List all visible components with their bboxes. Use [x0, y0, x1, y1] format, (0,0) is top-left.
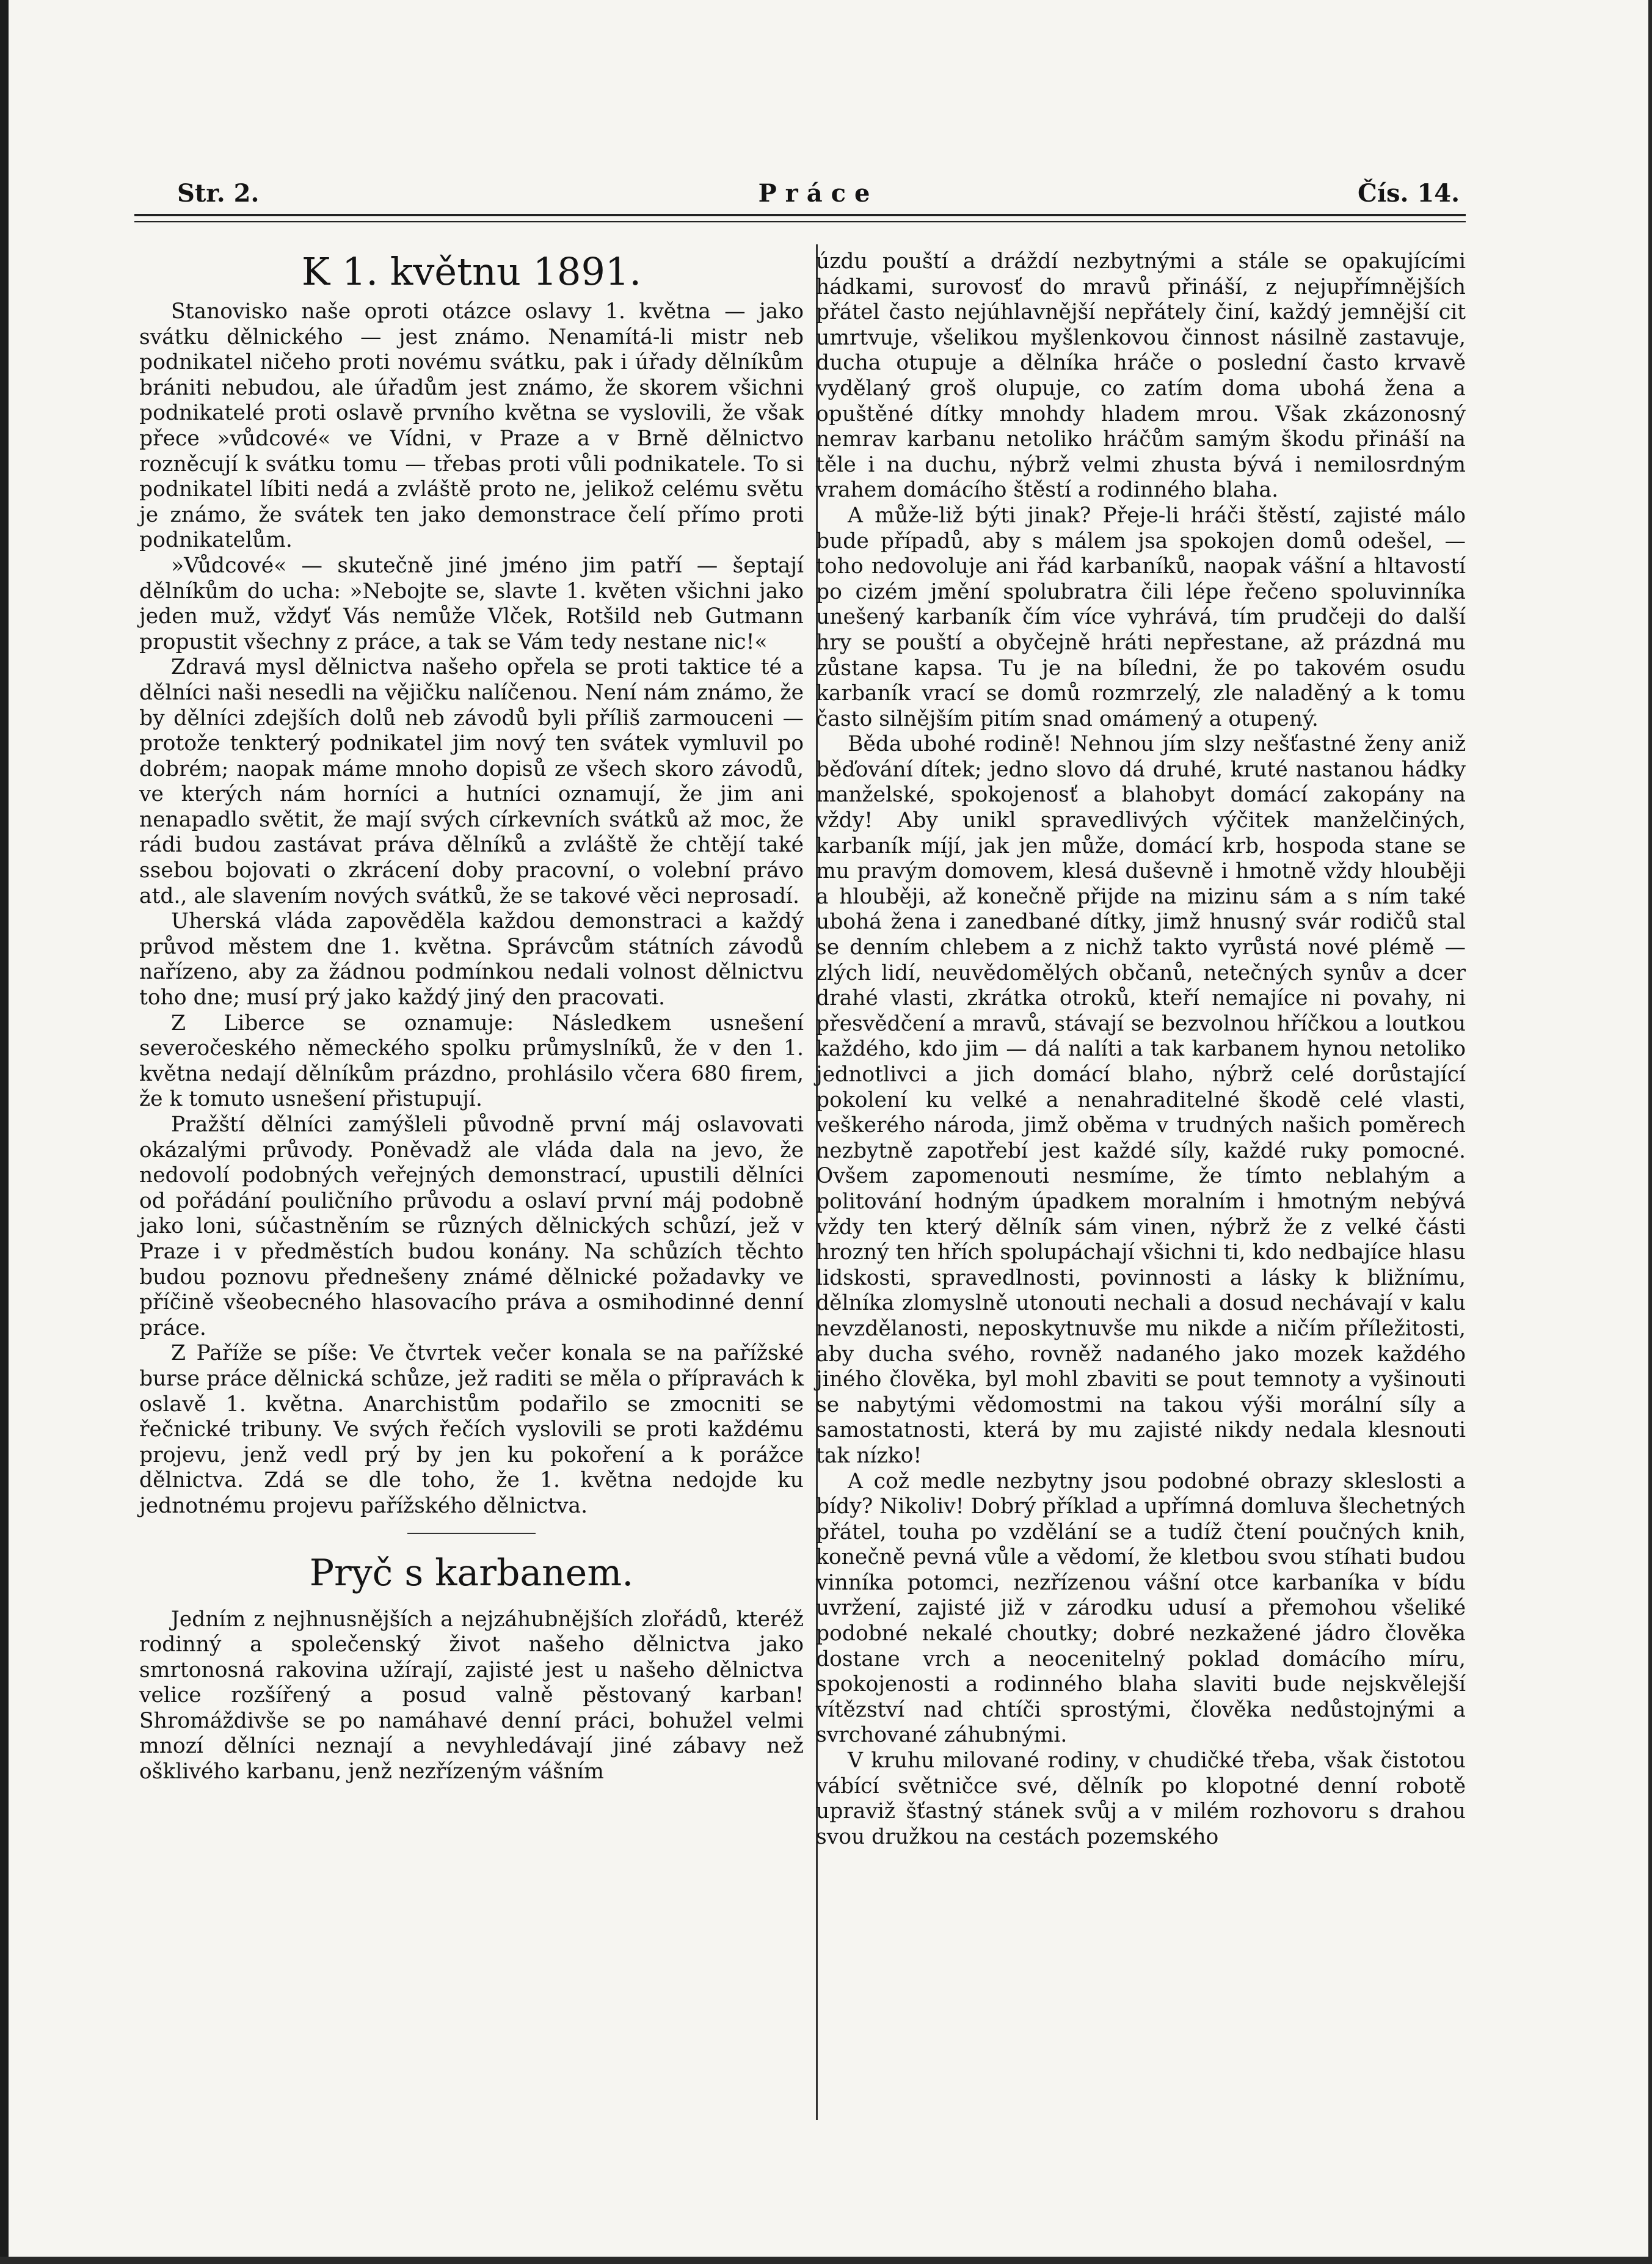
article-title-karban: Pryč s karbanem. — [309, 1551, 634, 1594]
paragraph: »Vůdcové« — skutečně jiné jméno jim patří — šeptají dělníkům do ucha: »Nebojte se, slavte 1. květen všichni jako jeden muž, vždyť Vás nemůže Vlček, Rotšild neb Gutmann propustit všechny z práce, a tak se Vám tedy nestane nic!« — [139, 553, 804, 654]
paragraph: Stanovisko naše oproti otázce oslavy 1. května — jako svátku dělnického — jest známo. Nenamítá-li mistr neb podnikatel ničeho proti novému svátku, pak i úřady dělníkům brániti nebudou, ale úřadům jest známo, že skorem všichni podnikatelé proti oslavě prvního května se vyslovili, že však přece »vůdcové« ve Vídni, v Praze a v Brně dělnictvo rozněcují k svátku tomu — třebas proti vůli podnikatele. To si podnikatel líbiti nedá a zvláště proto ne, jelikož celému světu je známo, že svátek ten jako demonstrace čelí přímo proti podnikatelům. — [139, 299, 804, 553]
paragraph: Z Liberce se oznamuje: Následkem usnešení severočeského německého spolku průmyslníků, že v den 1. května nedají dělníkům prázdno, prohlásilo včera 680 firem, že k tomuto usnešení přistupují. — [139, 1010, 804, 1112]
scan-edge-right — [1648, 0, 1652, 2264]
header-rule-thick — [134, 214, 1466, 216]
page-number: Str. 2. — [177, 179, 260, 208]
article-title-kveten: K 1. květnu 1891. — [301, 249, 642, 294]
paragraph: Uherská vláda zapověděla každou demonstraci a každý průvod městem dne 1. května. Správcům státních závodů nařízeno, aby za žádnou podmínkou nedali volnost dělnictvu toho dne; musí prý jako každý jiný den pracovati. — [139, 909, 804, 1010]
paragraph: Zdravá mysl dělnictva našeho opřela se proti taktice té a dělníci naši nesedli na vějičku nalíčenou. Není nám známo, že by dělníci zdejších dolů neb závodů byli příliš zarmouceni — protože tenkterý podnikatel jim nový ten svátek vymluvil po dobrém; naopak máme mnoho dopisů ze všech skoro závodů, ve kterých nám horníci a hutníci oznamují, že jim ani nenapadlo světit, že mají svých církevních svátků až moc, že rádi budou zastávat práva dělníků a zvláště že chtějí také ssebou bojovati o zkrácení doby pracovní, o volební právo atd., ale slavením nových svátků, že se takové věci neprosadí. — [139, 655, 804, 908]
scan-edge-bottom — [0, 2257, 1652, 2264]
paragraph: Z Paříže se píše: Ve čtvrtek večer konala se na pařížské burse práce dělnická schůze, jež raditi se měla o přípravách k oslavě 1. května. Anarchistům podařilo se zmocniti se řečnické tribuny. Ve svých řečích vyslovili se proti každému projevu, jenž vedl prý by jen ku pokoření a k porážce dělnictva. Zdá se dle toho, že 1. května nedojde ku jednotnému projevu pařížského dělnictva. — [139, 1341, 804, 1518]
newspaper-title: Práce — [758, 179, 879, 208]
left-column — [139, 249, 804, 1785]
paragraph: Jedním z nejhnusnějších a nejzáhubnějších zlořádů, kteréž rodinný a společenský život našeho dělnictva jako smrtonosná rakovina užírají, zajisté jest u našeho dělnictva velice rozšířený a posud valně pěstovaný karban! Shromáždivše se po namáhavé denní práci, bohužel velmi mnozí dělníci neznají a nevyhledávají jiné zábavy než ošklivého karbanu, jenž nezřízeným vášním — [139, 1607, 804, 1784]
header-rule-thin — [134, 221, 1466, 222]
issue-number: Čís. 14. — [1358, 179, 1460, 208]
paragraph: A může-liž býti jinak? Přeje-li hráči štěstí, zajisté málo bude případů, aby s málem jsa spokojen domů odešel, — toho nedovoluje ani řád karbaníků, naopak vášní a hltavostí po cizém jmění spolubratra čili lépe řečeno spoluvinníka unešený karbaník čím více vyhrává, tím prudčeji do další hry se pouští a obyčejně hráti nepřestane, až prázdná mu zůstane kapsa. Tu je na bíledni, že po takovém osudu karbaník vrací se domů rozmrzelý, zle naladěný a k tomu často silnějším pitím snad omámený a otupený. — [816, 503, 1466, 731]
paragraph: A což medle nezbytny jsou podobné obrazy skleslosti a bídy? Nikoliv! Dobrý příklad a upřímná domluva šlechetných přátel, touha po vzdělání se a tudíž čtení poučných knih, konečně pevná vůle a vědomí, že kletbou svou stíhati budou vinníka potomci, nezřízenou vášní otce karbaníka v bídu uvržení, zajisté již v zárodku udusí a přemohou všeliké podobné nekalé choutky; dobré nezkažené jádro člověka dostane vrch a neocenitelný poklad domácího míru, spokojenosti a rodinného blaha slaviti bude nejskvělejší vítězství nad chtíči sprostými, člověka nedůstojnými a svrchované záhubnými. — [816, 1469, 1466, 1748]
article-separator — [407, 1533, 536, 1534]
right-column — [816, 249, 1466, 1850]
page-header — [171, 174, 1466, 211]
paragraph: úzdu pouští a dráždí nezbytnými a stále se opakujícími hádkami, surovosť do mravů přináší, z nejupřímnějších přátel často nejúhlavnější nepřátely činí, každý jemnější cit umrtvuje, všelikou myšlenkovou činnost násilně zastavuje, ducha otupuje a dělníka hráče o poslední často krvavě vydělaný groš olupuje, co zatím doma ubohá žena a opuštěné dítky mnohdy hladem mrou. Však zkázonosný nemrav karbanu netoliko hráčům samým škodu přináší na těle i na duchu, nýbrž velmi zhusta bývá i nemilosrdným vrahem domácího štěstí a rodinného blaha. — [816, 249, 1466, 503]
paragraph: Pražští dělníci zamýšleli původně první máj oslavovati okázalými průvody. Poněvadž ale vláda dala na jevo, že nedovolí podobných veřejných demonstrací, upustili dělníci od pořádání pouličního průvodu a oslaví první máj podobně jako loni, súčastněním se různých dělnických schůzí, jež v Praze i v předměstích budou konány. Na schůzích těchto budou poznovu přednešeny známé dělnické požadavky ve příčině všeobecného hlasovacího práva a osmihodinné denní práce. — [139, 1112, 804, 1340]
paragraph: Běda ubohé rodině! Nehnou jím slzy nešťastné ženy aniž běďování dítek; jedno slovo dá druhé, kruté nastanou hádky manželské, spokojenosť a blahobyt domácí zakopány na vždy! Aby unikl spravedlivých výčitek manželčiných, karbaník míjí, jak jen může, domácí krb, hospoda stane se mu pravým domovem, klesá duševně i hmotně vždy hlouběji a hlouběji, až konečně přijde na mizinu sám a s ním také ubohá žena i zanedbané dítky, jimž hnusný svár rodičů stal se denním chlebem a z nichž takto vyrůstá nové plémě — zlých lidí, neuvědomělých občanů, netečných synův a dcer drahé vlasti, zkrátka otroků, kteří nemajíce ni povahy, ni přesvědčení a mravů, stávají se bezvolnou hříčkou a loutkou každého, kdo jim — dá nalíti a tak karbanem hynou netoliko jednotlivci a jich domácí blaho, nýbrž celé dorůstající pokolení ku velké a nenahraditelné škodě celé vlasti, veškerého národa, jimž oběma v trudných našich poměrech nezbytně zapotřebí jest každé síly, každé ruky pomocné. Ovšem zapomenouti nesmíme, že tímto neblahým a politování hodným úpadkem moralním i hmotným nebývá vždy ten který dělník sám vinen, nýbrž že z velké části hrozný ten hřích spolupáchají všichni ti, kdo nedbajíce hlasu lidskosti, spravedlnosti, povinnosti a lásky k bližnímu, dělníka zlomyslně utonouti nechali a dosud nechávají v kalu nevzdělanosti, neposkytnuvše mu nikde a ničím příležitosti, aby ducha svého, rovněž nadaného jako mozek každého jiného člověka, byl mohl zbaviti se pout temnoty a vyšinouti se nabytými vědomostmi na takou výši morální síly a samostatnosti, která by mu zajisté nikdy nedala klesnouti tak nízko! — [816, 732, 1466, 1468]
paragraph: V kruhu milované rodiny, v chudičké třeba, však čistotou vábící světničce své, dělník po klopotné denní robotě upraviž šťastný stánek svůj a v milém rozhovoru s drahou svou družkou na cestách pozemského — [816, 1748, 1466, 1849]
scan-edge-left — [0, 0, 9, 2264]
